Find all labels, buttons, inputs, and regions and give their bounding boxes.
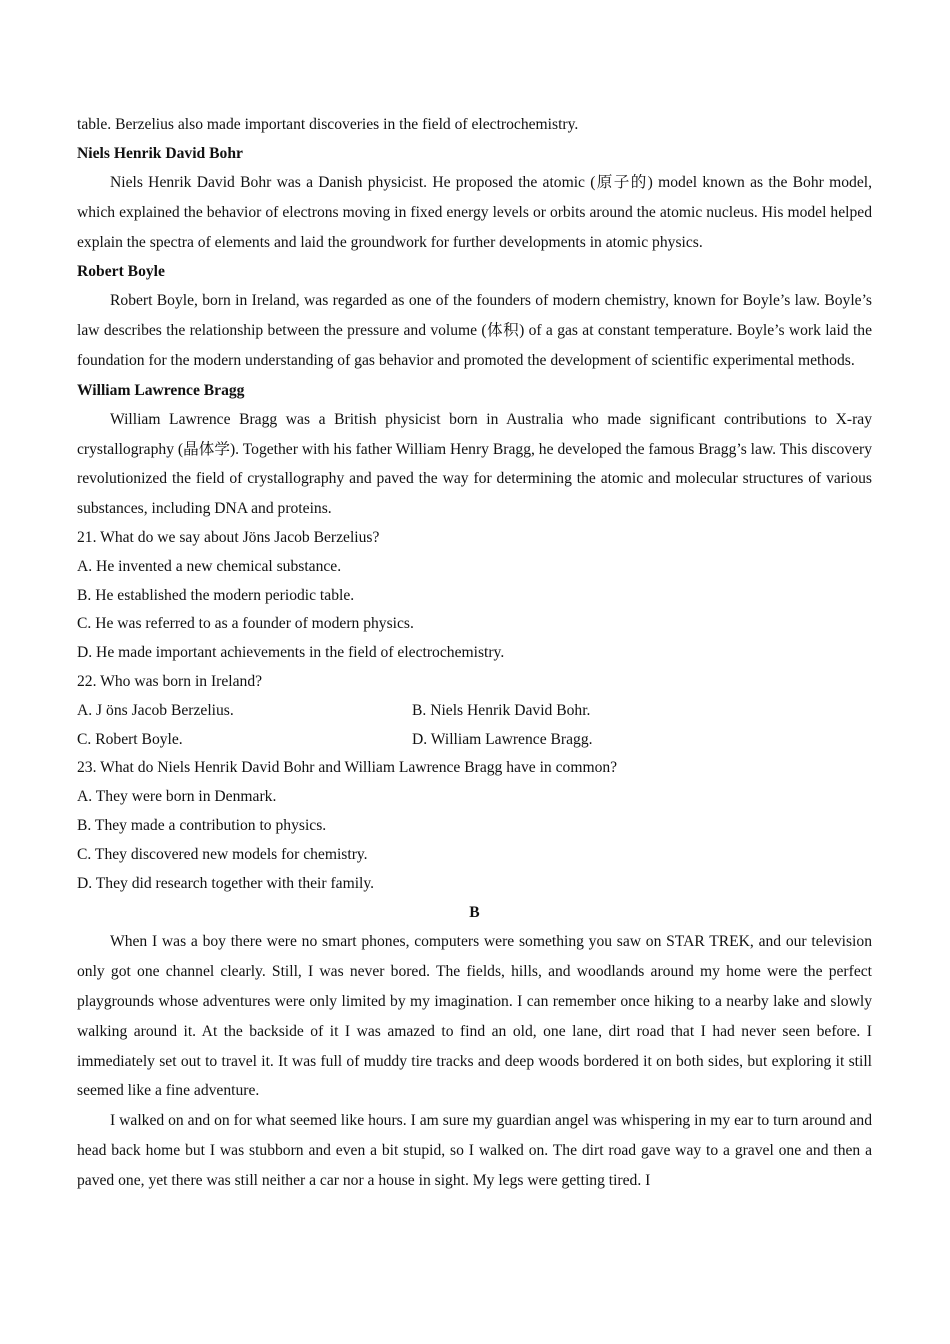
fragment-top-line: table. Berzelius also made important discoveries in the field of electrochemistry. <box>77 116 579 133</box>
section-body-boyle: Robert Boyle, born in Ireland, was regarded as one of the founders of modern chemistry, known for Boyle’s law. Boyle’s law describes the relationship between the pressure and volume (体积) of a gas at constant temperature. Boyle’s work laid the foundation for the modern understanding of gas behavior and promoted the development of scientific experimental methods. <box>77 292 872 369</box>
passage-b-label: B <box>469 904 480 922</box>
question-21-option-c: C. He was referred to as a founder of modern physics. <box>77 615 414 633</box>
question-21-option-b: B. He established the modern periodic table. <box>77 586 355 604</box>
question-23-stem: 23. What do Niels Henrik David Bohr and William Lawrence Bragg have in common? <box>77 759 618 777</box>
question-22-options-row-1 <box>77 697 872 726</box>
question-22-option-a: A. J öns Jacob Berzelius. <box>77 701 234 719</box>
passage-b-paragraph-2: I walked on and on for what seemed like hours. I am sure my guardian angel was whispering in my ear to turn around and head back home but I was stubborn and even a bit stupid, so I walked on. The dirt road gave way to a gravel one and then a paved one, yet there was still neither a car nor a house in sight. My legs were getting tired. I <box>77 1112 872 1189</box>
question-21-option-d: D. He made important achievements in the field of electrochemistry. <box>77 644 505 662</box>
question-23-option-a: A. They were born in Denmark. <box>77 788 277 806</box>
section-body-bragg: William Lawrence Bragg was a British physicist born in Australia who made significant contributions to X-ray crystallography (晶体学). Together with his father William Henry Bragg, he developed the famous Bragg’s law. This discovery revolutionized the field of crystallography and paved the way for determining the atomic and molecular structures of various substances, including DNA and proteins. <box>77 410 872 518</box>
section-heading-boyle: Robert Boyle <box>77 263 165 281</box>
question-22-option-b: B. Niels Henrik David Bohr. <box>412 701 591 719</box>
section-heading-bragg: William Lawrence Bragg <box>77 381 245 399</box>
question-23-option-d: D. They did research together with their family. <box>77 874 375 892</box>
section-heading-bohr: Niels Henrik David Bohr <box>77 145 243 162</box>
section-body-bohr: Niels Henrik David Bohr was a Danish physicist. He proposed the atomic (原子的) model known as the Bohr model, which explained the behavior of electrons moving in fixed energy levels or orbits around the atomic nucleus. His model helped explain the spectra of elements and laid the groundwork for further developments in atomic physics. <box>77 174 872 251</box>
question-22-option-c: C. Robert Boyle. <box>77 730 183 748</box>
question-21-stem: 21. What do we say about Jöns Jacob Berzelius? <box>77 528 380 546</box>
question-23-option-b: B. They made a contribution to physics. <box>77 816 327 834</box>
question-21-option-a: A. He invented a new chemical substance. <box>77 557 342 575</box>
document-page <box>77 110 872 1196</box>
question-23-option-c: C. They discovered new models for chemistry. <box>77 845 368 863</box>
passage-b-paragraph-1: When I was a boy there were no smart phones, computers were something you saw on STAR TREK, and our television only got one channel clearly. Still, I was never bored. The fields, hills, and woodlands around my home were the perfect playgrounds whose adventures were only limited by my imagination. I can remember once hiking to a nearby lake and slowly walking around it. At the backside of it I was amazed to find an old, one lane, dirt road that I had never seen before. I immediately set out to travel it. It was full of muddy tire tracks and deep woods bordered it on both sides, but exploring it still seemed like a fine adventure. <box>77 933 872 1100</box>
question-22-option-d: D. William Lawrence Bragg. <box>412 730 593 748</box>
question-22-options-row-2 <box>77 726 872 755</box>
question-22-stem: 22. Who was born in Ireland? <box>77 672 263 690</box>
